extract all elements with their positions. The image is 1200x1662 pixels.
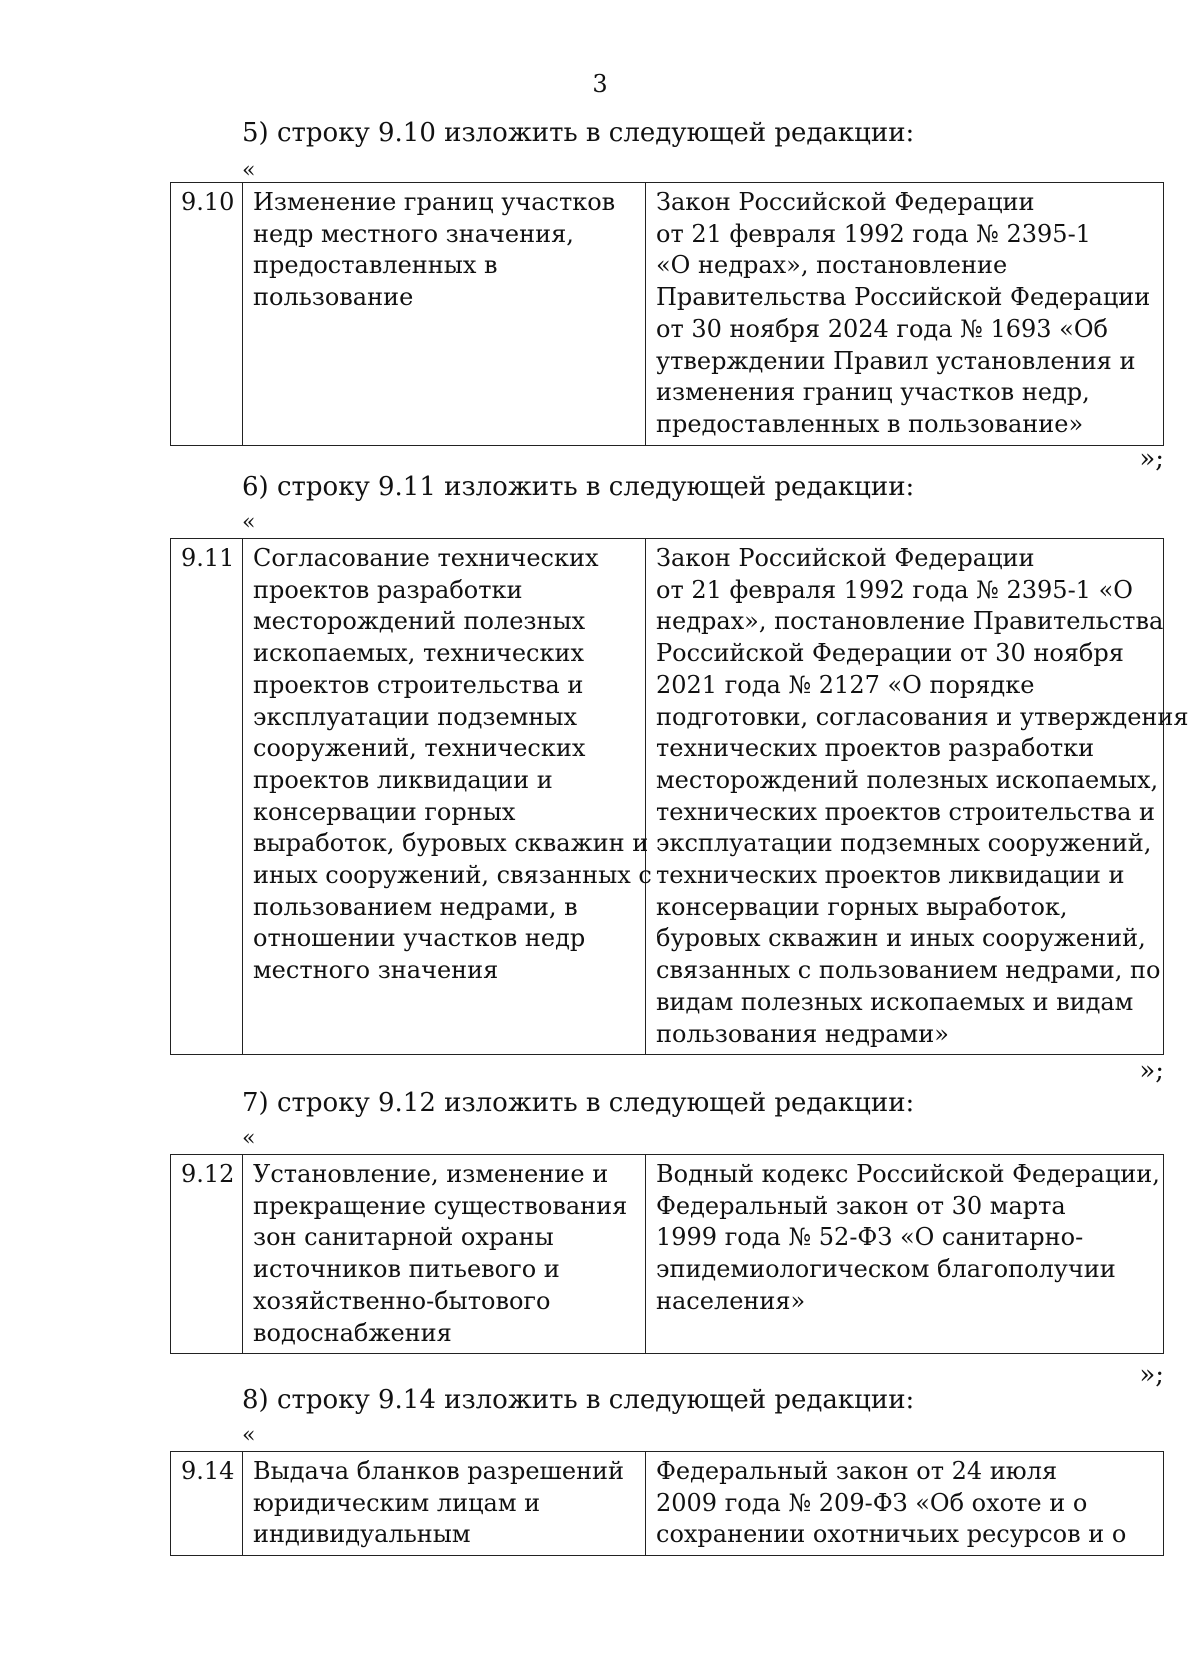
text-line: отношении участков недр <box>253 924 586 953</box>
table-row <box>171 539 1164 1055</box>
text-line: утверждении Правил установления и <box>656 346 1136 375</box>
text-line: Правительства Российской Федерации <box>656 283 1151 312</box>
text-line: подготовки, согласования и утверждения <box>656 702 1189 731</box>
table-row <box>171 1155 1164 1354</box>
text-line: сохранении охотничьих ресурсов и о <box>656 1520 1127 1549</box>
text-line: местного значения <box>253 956 499 985</box>
text-line: населения» <box>656 1286 806 1315</box>
text-line: эксплуатации подземных сооружений, <box>656 829 1152 858</box>
text-line: от 21 февраля 1992 года № 2395-1 «О <box>656 575 1133 604</box>
text-line: пользования недрами» <box>656 1019 949 1048</box>
row-legal-basis <box>646 539 1189 1055</box>
amendment-table <box>170 538 1189 1055</box>
text-line: зон санитарной охраны <box>253 1223 554 1252</box>
open-quote: « <box>242 1423 256 1448</box>
text-line: изменения границ участков недр, <box>656 378 1090 407</box>
text-line: Федеральный закон от 24 июля <box>656 1457 1058 1485</box>
text-line: «О недрах», постановление <box>656 251 1008 280</box>
open-quote: « <box>242 158 256 183</box>
text-line: 2021 года № 2127 «О порядке <box>656 670 1035 699</box>
row-legal-basis <box>646 1452 1164 1556</box>
text-line: технических проектов строительства и <box>656 797 1156 826</box>
row-subject <box>243 183 646 446</box>
text-line: юридическим лицам и <box>253 1488 541 1517</box>
text-line: ископаемых, технических <box>253 639 585 668</box>
text-line: связанных с пользованием недрами, по <box>656 956 1161 985</box>
text-line: эксплуатации подземных <box>253 702 578 731</box>
row-number: 9.11 <box>171 539 243 1055</box>
text-line: Изменение границ участков <box>253 188 616 216</box>
row-legal-basis <box>646 183 1164 446</box>
instruction-text: 5) строку 9.10 изложить в следующей редакции: <box>242 118 915 148</box>
text-line: проектов разработки <box>253 575 523 604</box>
text-line: Установление, изменение и <box>253 1160 609 1188</box>
close-quote: »; <box>1139 1360 1164 1390</box>
table-row <box>171 183 1164 446</box>
text-line: недр местного значения, <box>253 219 574 248</box>
text-line: буровых скважин и иных сооружений, <box>656 924 1146 953</box>
text-line: Согласование технических <box>253 544 599 572</box>
text-line: иных сооружений, связанных с <box>253 861 652 890</box>
open-quote: « <box>242 1126 256 1151</box>
text-line: Закон Российской Федерации <box>656 544 1035 572</box>
amendment-table <box>170 1451 1164 1556</box>
text-line: от 30 ноября 2024 года № 1693 «Об <box>656 314 1108 343</box>
open-quote: « <box>242 510 256 535</box>
text-line: Водный кодекс Российской Федерации, <box>656 1160 1160 1188</box>
text-line: Выдача бланков разрешений <box>253 1457 625 1485</box>
text-line: Закон Российской Федерации <box>656 188 1035 216</box>
text-line: водоснабжения <box>253 1318 452 1347</box>
instruction-text: 6) строку 9.11 изложить в следующей редакции: <box>242 472 915 502</box>
text-line: проектов строительства и <box>253 670 584 699</box>
text-line: выработок, буровых скважин и <box>253 829 649 858</box>
row-legal-basis <box>646 1155 1164 1354</box>
row-number: 9.14 <box>171 1452 243 1556</box>
instruction-text: 8) строку 9.14 изложить в следующей редакции: <box>242 1385 915 1415</box>
text-line: предоставленных в пользование» <box>656 409 1084 438</box>
text-line: индивидуальным <box>253 1520 471 1549</box>
row-subject <box>243 539 652 1055</box>
close-quote: »; <box>1139 444 1164 474</box>
text-line: пользованием недрами, в <box>253 892 578 921</box>
text-line: технических проектов разработки <box>656 734 1095 763</box>
text-line: хозяйственно-бытового <box>253 1286 551 1315</box>
amendment-table <box>170 1154 1164 1354</box>
text-line: источников питьевого и <box>253 1255 560 1284</box>
close-quote: »; <box>1139 1056 1164 1086</box>
text-line: эпидемиологическом благополучии <box>656 1255 1116 1284</box>
text-line: консервации горных <box>253 797 516 826</box>
table-row <box>171 1452 1164 1556</box>
text-line: сооружений, технических <box>253 734 586 763</box>
page-number: 3 <box>592 70 608 98</box>
text-line: от 21 февраля 1992 года № 2395-1 <box>656 219 1091 248</box>
instruction-text: 7) строку 9.12 изложить в следующей редакции: <box>242 1088 915 1118</box>
amendment-table <box>170 182 1164 446</box>
row-number: 9.10 <box>171 183 243 446</box>
text-line: месторождений полезных <box>253 607 586 636</box>
text-line: технических проектов ликвидации и <box>656 861 1125 890</box>
row-number: 9.12 <box>171 1155 243 1354</box>
row-subject <box>243 1452 646 1556</box>
text-line: предоставленных в <box>253 251 498 280</box>
text-line: 1999 года № 52-ФЗ «О санитарно- <box>656 1223 1084 1252</box>
text-line: консервации горных выработок, <box>656 892 1068 921</box>
text-line: пользование <box>253 283 414 312</box>
row-subject <box>243 1155 646 1354</box>
text-line: Федеральный закон от 30 марта <box>656 1191 1066 1220</box>
text-line: месторождений полезных ископаемых, <box>656 765 1159 794</box>
text-line: видам полезных ископаемых и видам <box>656 987 1134 1016</box>
text-line: проектов ликвидации и <box>253 765 553 794</box>
text-line: Российской Федерации от 30 ноября <box>656 639 1124 668</box>
text-line: прекращение существования <box>253 1191 628 1220</box>
text-line: недрах», постановление Правительства <box>656 607 1164 636</box>
text-line: 2009 года № 209-ФЗ «Об охоте и о <box>656 1488 1088 1517</box>
